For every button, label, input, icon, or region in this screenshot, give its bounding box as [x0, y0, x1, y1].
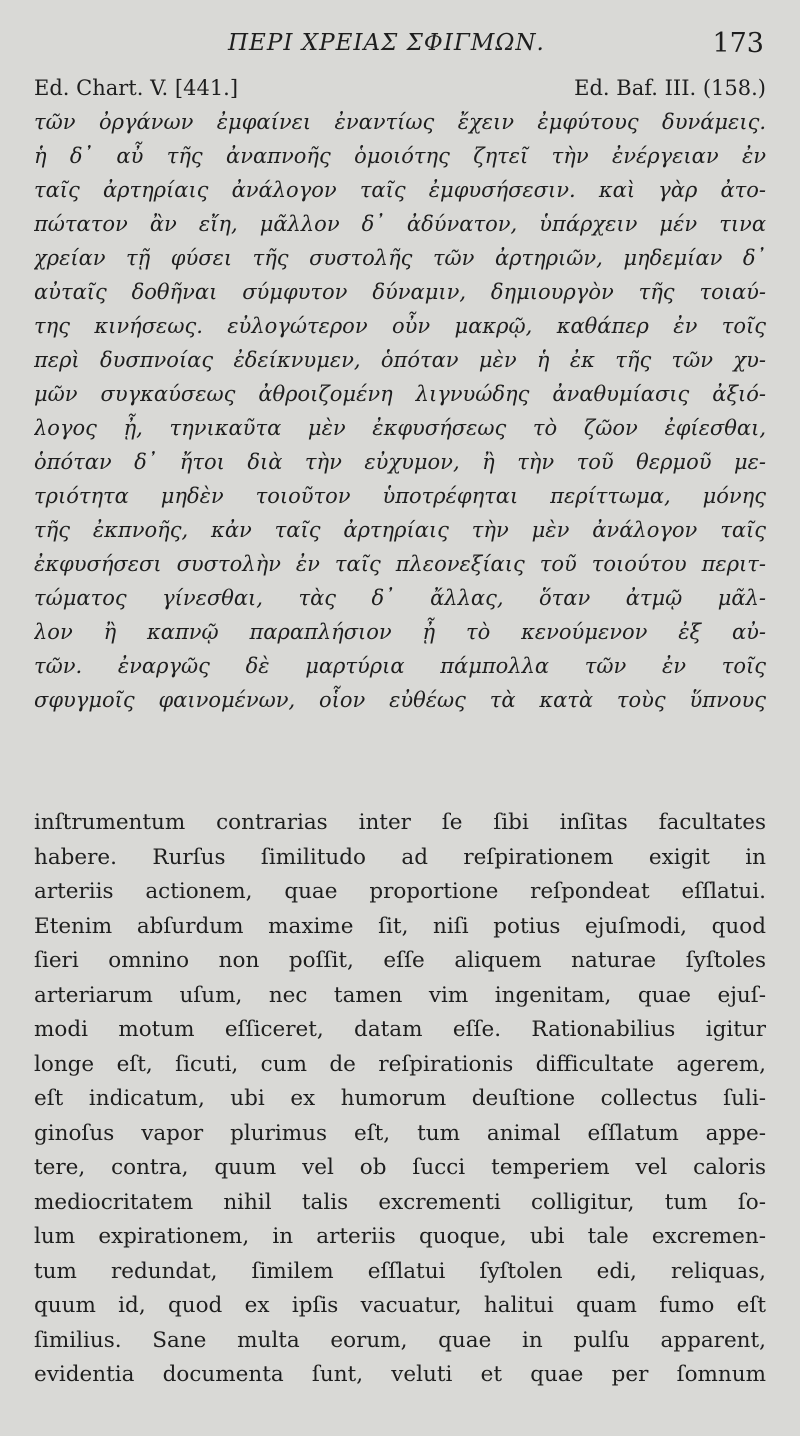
running-head [0, 28, 800, 64]
edition-reference-line [34, 76, 766, 106]
latin-line: modi motum eſſiceret, datam eſſe. Rationabilius igitur [34, 1017, 766, 1042]
greek-line: της κινήσεως. εὐλογώτερον οὖν μακρῷ, καθάπερ ἐν τοῖς [34, 314, 766, 338]
greek-line: μῶν συγκαύσεως ἀθροιζομένη λιγνυώδης ἀναθυμίασις ἀξιό- [34, 382, 766, 406]
greek-line: αὐταῖς δοθῆναι σύμφυτον δύναμιν, δημιουργὸν τῆς τοιαύ- [34, 280, 766, 304]
latin-line: tere, contra, quum vel ob ſucci temperiem vel caloris [34, 1155, 766, 1180]
greek-line: τῶν. ἐναργῶς δὲ μαρτύρια πάμπολλα τῶν ἐν τοῖς [34, 654, 766, 678]
greek-text-block [34, 105, 766, 717]
latin-line: inſtrumentum contrarias inter ſe ſibi inſitas facultates [34, 810, 766, 835]
greek-line: σφυγμοῖς φαινομένων, οἷον εὐθέως τὰ κατὰ τοὺς ὕπνους [34, 688, 766, 712]
greek-line: πώτατον ἂν εἴη, μᾶλλον δ᾽ ἀδύνατον, ὑπάρχειν μέν τινα [34, 212, 766, 236]
greek-line: τριότητα μηδὲν τοιοῦτον ὑποτρέφηται περίττωμα, μόνης [34, 484, 766, 508]
latin-line: arteriis actionem, quae proportione reſpondeat eſſlatui. [34, 879, 766, 904]
greek-line: τώματος γίνεσθαι, τὰς δ᾽ ἄλλας, ὅταν ἀτμῷ μᾶλ- [34, 586, 766, 610]
latin-line: evidentia documenta ſunt, veluti et quae per ſomnum [34, 1362, 766, 1387]
greek-line: ἐκφυσήσεσι συστολὴν ἐν ταῖς πλεονεξίαις τοῦ τοιούτου περιτ- [34, 552, 766, 576]
running-title: ΠΕΡΙ ΧΡΕΙΑΣ ΣΦΙΓΜΩΝ. [228, 30, 545, 56]
greek-line: ἡ δ᾽ αὖ τῆς ἀναπνοῆς ὁμοιότης ζητεῖ τὴν ἐνέργειαν ἐν [34, 144, 766, 168]
edition-basel-ref: Ed. Baf. III. (158.) [574, 76, 766, 100]
latin-text-block [34, 806, 766, 1393]
greek-line: λον ἢ καπνῷ παραπλήσιον ᾖ τὸ κενούμενον ἐξ αὐ- [34, 620, 766, 644]
latin-line: ſimilius. Sane multa eorum, quae in pulſu apparent, [34, 1327, 766, 1353]
greek-line: ταῖς ἀρτηρίαις ἀνάλογον ταῖς ἐμφυσήσεσιν. καὶ γὰρ ἀτο- [34, 178, 766, 202]
greek-line: τῆς ἐκπνοῆς, κἀν ταῖς ἀρτηρίαις τὴν μὲν ἀνάλογον ταῖς [34, 518, 766, 542]
latin-line: arteriarum uſum, nec tamen vim ingenitam, quae ejuſ- [34, 982, 766, 1008]
latin-line: lum expirationem, in arteriis quoque, ubi tale excremen- [34, 1224, 766, 1249]
latin-line: mediocritatem nihil talis excrementi colligitur, tum ſo- [34, 1189, 766, 1215]
latin-line: ſieri omnino non poſſit, eſſe aliquem naturae ſyſtoles [34, 948, 766, 973]
latin-line: habere. Rurſus ſimilitudo ad reſpirationem exigit in [34, 844, 766, 870]
greek-line: περὶ δυσπνοίας ἐδείκνυμεν, ὁπόταν μὲν ἡ ἐκ τῆς τῶν χυ- [34, 348, 766, 372]
greek-line: χρείαν τῇ φύσει τῆς συστολῆς τῶν ἀρτηριῶν, μηδεμίαν δ᾽ [34, 246, 766, 270]
latin-line: longe eſt, ſicuti, cum de reſpirationis difficultate agerem, [34, 1051, 766, 1077]
latin-line: ginoſus vapor plurimus eſt, tum animal eſſlatum appe- [34, 1120, 766, 1146]
latin-line: quum id, quod ex ipſis vacuatur, halitui quam fumo eſt [34, 1293, 766, 1318]
page-number: 173 [712, 28, 764, 59]
latin-line: Etenim abſurdum maxime ſit, niſi potius ejuſmodi, quod [34, 913, 766, 939]
latin-line: tum redundat, ſimilem eſſlatui ſyſtolen edi, reliquas, [34, 1258, 766, 1284]
edition-chartier-ref: Ed. Chart. V. [441.] [34, 76, 239, 100]
greek-line: τῶν ὀργάνων ἐμφαίνει ἐναντίως ἔχειν ἐμφύτους δυνάμεις. [34, 110, 766, 134]
greek-line: λογος ᾖ, τηνικαῦτα μὲν ἐκφυσήσεως τὸ ζῶον ἐφίεσθαι, [34, 416, 766, 440]
greek-line: ὁπόταν δ᾽ ἤτοι διὰ τὴν εὐχυμον, ἢ τὴν τοῦ θερμοῦ με- [34, 450, 766, 474]
latin-line: eſt indicatum, ubi ex humorum deuſtione collectus ſuli- [34, 1086, 766, 1111]
